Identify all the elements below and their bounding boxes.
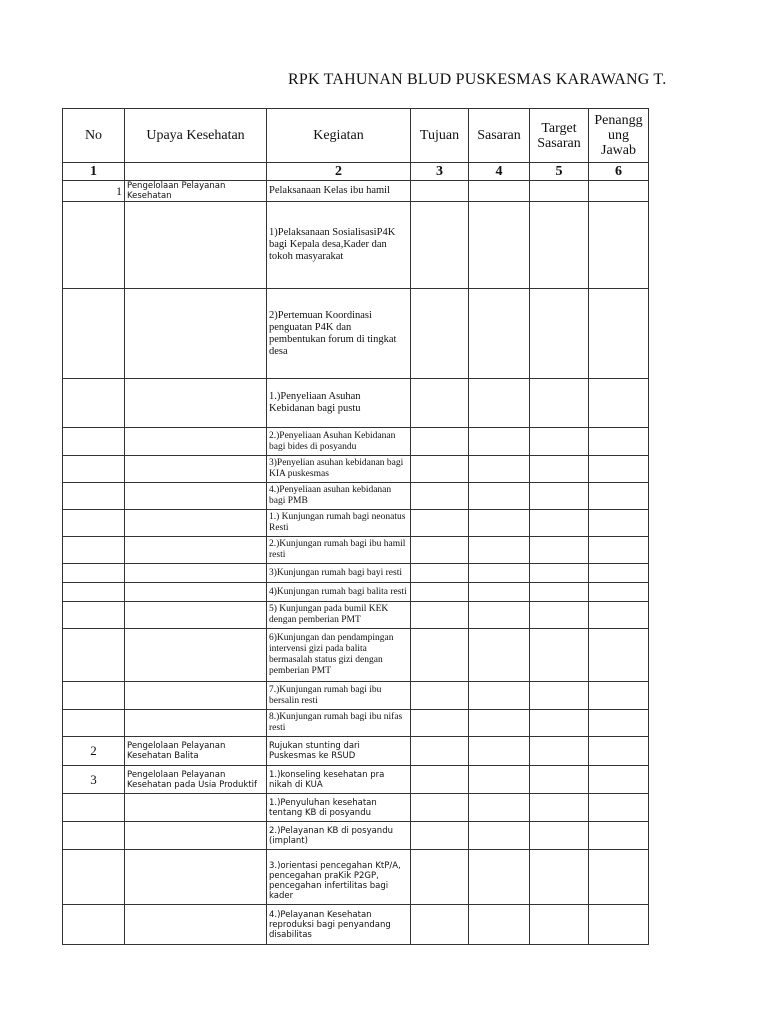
row-pj [589, 766, 649, 794]
table-row [63, 682, 649, 710]
row-kegiatan: 5) Kunjungan pada bumil KEK dengan pemberian PMT [267, 602, 411, 629]
table-row [63, 822, 649, 850]
row-pj [589, 564, 649, 583]
row-tujuan [411, 289, 469, 379]
row-no [63, 456, 125, 483]
row-sasaran [469, 583, 530, 602]
document-title: RPK TAHUNAN BLUD PUSKESMAS KARAWANG T. [288, 71, 667, 88]
row-target [530, 583, 589, 602]
row-sasaran [469, 202, 530, 289]
row-tujuan [411, 794, 469, 822]
row-upaya [125, 483, 267, 510]
row-kegiatan: 1.)Penyuluhan kesehatan tentang KB di posyandu [267, 794, 411, 822]
row-tujuan [411, 602, 469, 629]
row-tujuan [411, 629, 469, 682]
row-sasaran [469, 850, 530, 905]
row-target [530, 510, 589, 537]
row-upaya: Pengelolaan Pelayanan Kesehatan pada Usia Produktif [125, 766, 267, 794]
row-no [63, 905, 125, 945]
row-target [530, 850, 589, 905]
row-pj [589, 905, 649, 945]
header-penanggung-jawab: Penangg ung Jawab [589, 109, 649, 163]
row-sasaran [469, 379, 530, 428]
row-kegiatan: 1)Pelaksanaan SosialisasiP4K bagi Kepala desa,Kader dan tokoh masyarakat [267, 202, 411, 289]
row-tujuan [411, 850, 469, 905]
row-upaya [125, 510, 267, 537]
row-tujuan [411, 564, 469, 583]
table-row [63, 629, 649, 682]
row-upaya [125, 456, 267, 483]
row-sasaran [469, 483, 530, 510]
table-row [63, 483, 649, 510]
row-no [63, 379, 125, 428]
table-row [63, 850, 649, 905]
row-tujuan [411, 483, 469, 510]
row-upaya [125, 710, 267, 737]
row-upaya [125, 905, 267, 945]
row-no: 3 [63, 766, 125, 794]
row-tujuan [411, 905, 469, 945]
row-no [63, 602, 125, 629]
row-pj [589, 682, 649, 710]
row-upaya [125, 682, 267, 710]
row-kegiatan: 3)Penyelian asuhan kebidanan bagi KIA puskesmas [267, 456, 411, 483]
row-no [63, 564, 125, 583]
row-upaya [125, 602, 267, 629]
row-tujuan [411, 682, 469, 710]
row-pj [589, 602, 649, 629]
rpk-table [62, 108, 649, 945]
row-kegiatan: 1.) Kunjungan rumah bagi neonatus Resti [267, 510, 411, 537]
table-row [63, 289, 649, 379]
header-row [63, 109, 649, 163]
column-number: 3 [411, 163, 469, 181]
row-tujuan [411, 766, 469, 794]
table-row [63, 602, 649, 629]
row-pj [589, 483, 649, 510]
row-sasaran [469, 737, 530, 766]
row-upaya [125, 583, 267, 602]
row-sasaran [469, 428, 530, 456]
column-number: 4 [469, 163, 530, 181]
row-tujuan [411, 510, 469, 537]
row-no [63, 794, 125, 822]
header-sasaran: Sasaran [469, 109, 530, 163]
row-upaya [125, 202, 267, 289]
row-tujuan [411, 181, 469, 202]
row-target [530, 379, 589, 428]
row-upaya [125, 629, 267, 682]
row-tujuan [411, 710, 469, 737]
row-upaya [125, 794, 267, 822]
row-no [63, 682, 125, 710]
row-kegiatan: 6)Kunjungan dan pendampingan intervensi gizi pada balita bermasalah status gizi dengan pemberian PMT [267, 629, 411, 682]
row-tujuan [411, 456, 469, 483]
row-upaya [125, 289, 267, 379]
row-upaya [125, 428, 267, 456]
header-upaya-kesehatan: Upaya Kesehatan [125, 109, 267, 163]
row-sasaran [469, 289, 530, 379]
table-row [63, 794, 649, 822]
row-target [530, 428, 589, 456]
header-target-sasaran: Target Sasaran [530, 109, 589, 163]
row-kegiatan: 3.)orientasi pencegahan KtP/A, pencegahan praKik P2GP, pencegahan infertilitas bagi kader [267, 850, 411, 905]
row-sasaran [469, 794, 530, 822]
table-row [63, 766, 649, 794]
table-row [63, 710, 649, 737]
table-row [63, 510, 649, 537]
table-row [63, 583, 649, 602]
row-kegiatan: 2)Pertemuan Koordinasi penguatan P4K dan pembentukan forum di tingkat desa [267, 289, 411, 379]
row-upaya: Pengelolaan Pelayanan Kesehatan [125, 181, 267, 202]
row-pj [589, 583, 649, 602]
row-sasaran [469, 510, 530, 537]
row-pj [589, 737, 649, 766]
row-kegiatan: Rujukan stunting dari Puskesmas ke RSUD [267, 737, 411, 766]
row-target [530, 822, 589, 850]
row-target [530, 766, 589, 794]
row-no [63, 289, 125, 379]
row-target [530, 602, 589, 629]
row-pj [589, 181, 649, 202]
table-row [63, 379, 649, 428]
row-kegiatan: 3)Kunjungan rumah bagi bayi resti [267, 564, 411, 583]
row-target [530, 905, 589, 945]
row-target [530, 202, 589, 289]
row-upaya [125, 822, 267, 850]
row-sasaran [469, 602, 530, 629]
row-pj [589, 822, 649, 850]
row-no [63, 483, 125, 510]
column-number: 2 [267, 163, 411, 181]
row-no: 2 [63, 737, 125, 766]
row-no [63, 850, 125, 905]
row-no [63, 428, 125, 456]
row-sasaran [469, 181, 530, 202]
row-upaya [125, 379, 267, 428]
column-number: 6 [589, 163, 649, 181]
row-upaya [125, 564, 267, 583]
row-kegiatan: 1.)konseling kesehatan pra nikah di KUA [267, 766, 411, 794]
row-kegiatan: Pelaksanaan Kelas ibu hamil [267, 181, 411, 202]
row-sasaran [469, 682, 530, 710]
row-target [530, 456, 589, 483]
table-row [63, 564, 649, 583]
row-no [63, 510, 125, 537]
row-kegiatan: 8.)Kunjungan rumah bagi ibu nifas resti [267, 710, 411, 737]
row-pj [589, 510, 649, 537]
row-sasaran [469, 710, 530, 737]
row-target [530, 682, 589, 710]
row-pj [589, 428, 649, 456]
row-target [530, 564, 589, 583]
table-row [63, 737, 649, 766]
column-number: 5 [530, 163, 589, 181]
row-target [530, 181, 589, 202]
row-pj [589, 850, 649, 905]
row-tujuan [411, 583, 469, 602]
row-no [63, 583, 125, 602]
table-row [63, 181, 649, 202]
row-kegiatan: 1.)Penyeliaan Asuhan Kebidanan bagi pustu [267, 379, 411, 428]
row-pj [589, 379, 649, 428]
row-sasaran [469, 456, 530, 483]
row-tujuan [411, 822, 469, 850]
row-no [63, 202, 125, 289]
row-kegiatan: 2.)Pelayanan KB di posyandu (implant) [267, 822, 411, 850]
header-no: No [63, 109, 125, 163]
row-no: 1 [63, 181, 125, 202]
row-kegiatan: 4.)Pelayanan Kesehatan reproduksi bagi penyandang disabilitas [267, 905, 411, 945]
row-upaya: Pengelolaan Pelayanan Kesehatan Balita [125, 737, 267, 766]
table-row [63, 202, 649, 289]
row-kegiatan: 4)Kunjungan rumah bagi balita resti [267, 583, 411, 602]
row-sasaran [469, 905, 530, 945]
row-kegiatan: 2.)Penyeliaan Asuhan Kebidanan bagi bides di posyandu [267, 428, 411, 456]
table-row [63, 456, 649, 483]
row-kegiatan: 4.)Penyeliaan asuhan kebidanan bagi PMB [267, 483, 411, 510]
row-no [63, 537, 125, 564]
table-row [63, 537, 649, 564]
row-pj [589, 456, 649, 483]
row-sasaran [469, 766, 530, 794]
row-tujuan [411, 428, 469, 456]
row-target [530, 710, 589, 737]
header-kegiatan: Kegiatan [267, 109, 411, 163]
row-no [63, 710, 125, 737]
row-pj [589, 289, 649, 379]
row-target [530, 289, 589, 379]
row-pj [589, 710, 649, 737]
row-sasaran [469, 629, 530, 682]
row-tujuan [411, 737, 469, 766]
row-target [530, 737, 589, 766]
row-tujuan [411, 537, 469, 564]
row-kegiatan: 2.)Kunjungan rumah bagi ibu hamil resti [267, 537, 411, 564]
row-no [63, 822, 125, 850]
row-upaya [125, 850, 267, 905]
row-pj [589, 629, 649, 682]
row-target [530, 537, 589, 564]
row-target [530, 483, 589, 510]
row-no [63, 629, 125, 682]
row-tujuan [411, 202, 469, 289]
column-number [125, 163, 267, 181]
column-number: 1 [63, 163, 125, 181]
row-sasaran [469, 822, 530, 850]
table-row [63, 428, 649, 456]
row-kegiatan: 7.)Kunjungan rumah bagi ibu bersalin resti [267, 682, 411, 710]
table-row [63, 905, 649, 945]
header-tujuan: Tujuan [411, 109, 469, 163]
row-sasaran [469, 537, 530, 564]
column-number-row [63, 163, 649, 181]
row-pj [589, 202, 649, 289]
row-tujuan [411, 379, 469, 428]
row-upaya [125, 537, 267, 564]
row-target [530, 629, 589, 682]
row-pj [589, 537, 649, 564]
row-pj [589, 794, 649, 822]
row-sasaran [469, 564, 530, 583]
row-target [530, 794, 589, 822]
